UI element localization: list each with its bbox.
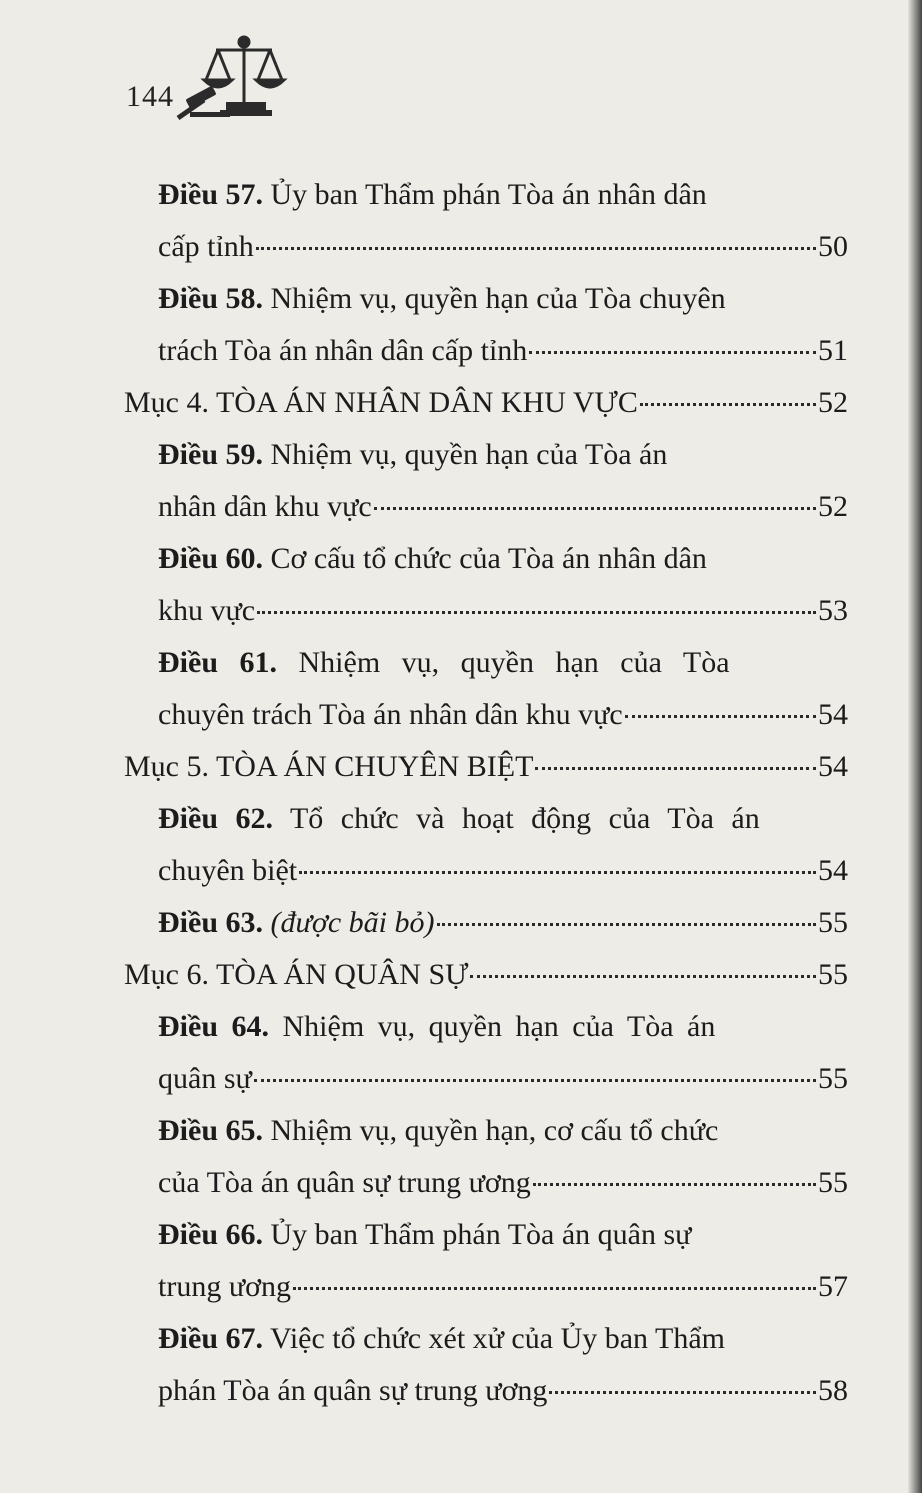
page-ref: 54 [818, 698, 848, 731]
dot-leader [374, 507, 816, 510]
toc-entry-text: Điều 67. Việc tổ chức xét xử của Ủy ban Thẩm [158, 1322, 725, 1355]
toc-entry-dieu-61-cont[interactable]: chuyên trách Tòa án nhân dân khu vực 54 [158, 690, 848, 740]
page-ref: 51 [818, 334, 848, 367]
toc-entry-dieu-58-cont[interactable]: trách Tòa án nhân dân cấp tỉnh 51 [158, 326, 848, 376]
toc-entry-text: Điều 60. Cơ cấu tổ chức của Tòa án nhân dân [158, 542, 707, 575]
page-edge-shadow [908, 0, 922, 1493]
toc-entry-dieu-64-cont[interactable]: quân sự 55 [158, 1054, 848, 1104]
toc-entry-dieu-59-cont[interactable]: nhân dân khu vực 52 [158, 482, 848, 532]
page-header [0, 0, 908, 140]
toc-entry-dieu-63[interactable]: Điều 63. (được bãi bỏ) 55 [158, 898, 848, 948]
dot-leader [470, 975, 816, 978]
page-ref: 52 [818, 386, 848, 419]
toc-entry-dieu-62-cont[interactable]: chuyên biệt 54 [158, 846, 848, 896]
toc-entry-dieu-67[interactable] [158, 1314, 848, 1364]
page-ref: 50 [818, 230, 848, 263]
dot-leader [549, 1391, 816, 1394]
toc-entry-dieu-57-cont[interactable]: cấp tỉnh 50 [158, 222, 848, 272]
dot-leader [257, 611, 816, 614]
toc-entry-dieu-62[interactable] [158, 794, 848, 844]
toc-entry-dieu-66-cont[interactable]: trung ương 57 [158, 1262, 848, 1312]
page-ref: 54 [818, 854, 848, 887]
toc-entry-dieu-65-cont[interactable]: của Tòa án quân sự trung ương 55 [158, 1158, 848, 1208]
toc-entry-dieu-57[interactable] [158, 170, 848, 220]
page-ref: 55 [818, 958, 848, 991]
toc-entry-dieu-67-cont[interactable]: phán Tòa án quân sự trung ương 58 [158, 1366, 848, 1416]
toc-entry-text: Điều 66. Ủy ban Thẩm phán Tòa án quân sự [158, 1218, 692, 1251]
dot-leader [256, 247, 816, 250]
page-ref: 52 [818, 490, 848, 523]
page-ref: 57 [818, 1270, 848, 1303]
dot-leader [625, 715, 816, 718]
page-ref: 53 [818, 594, 848, 627]
toc-entry-dieu-66[interactable] [158, 1210, 848, 1260]
toc-section-muc-5[interactable]: Mục 5. TÒA ÁN CHUYÊN BIỆT 54 [124, 742, 848, 792]
toc-entry-text: Điều 59. Nhiệm vụ, quyền hạn của Tòa án [158, 438, 668, 471]
toc-entry-dieu-65[interactable] [158, 1106, 848, 1156]
toc-entry-dieu-60-cont[interactable]: khu vực 53 [158, 586, 848, 636]
toc-entry-text: Điều 57. Ủy ban Thẩm phán Tòa án nhân dân [158, 178, 707, 211]
page-ref: 55 [818, 1062, 848, 1095]
toc-entry-dieu-59[interactable] [158, 430, 848, 480]
dot-leader [640, 403, 816, 406]
toc-entry-dieu-60[interactable] [158, 534, 848, 584]
dot-leader [299, 871, 816, 874]
toc-section-muc-4[interactable]: Mục 4. TÒA ÁN NHÂN DÂN KHU VỰC 52 [124, 378, 848, 428]
dot-leader [293, 1287, 816, 1290]
page-ref: 55 [818, 906, 848, 939]
dot-leader [533, 1183, 816, 1186]
toc-entry-text: Điều 65. Nhiệm vụ, quyền hạn, cơ cấu tổ chức [158, 1114, 719, 1147]
page-number: 144 [126, 80, 174, 113]
dot-leader [529, 351, 816, 354]
toc-entry-text: Điều 64. Nhiệm vụ, quyền hạn của Tòa án [158, 1010, 716, 1043]
page-ref: 54 [818, 750, 848, 783]
toc-entry-text: Điều 61. Nhiệm vụ, quyền hạn của Tòa [158, 646, 730, 679]
dot-leader [437, 923, 816, 926]
toc-entry-text: Điều 58. Nhiệm vụ, quyền hạn của Tòa chuyên [158, 282, 726, 315]
toc-entry-text: Điều 62. Tổ chức và hoạt động của Tòa án [158, 802, 760, 835]
page-ref: 58 [818, 1374, 848, 1407]
dot-leader [254, 1079, 816, 1082]
page-ref: 55 [818, 1166, 848, 1199]
toc-section-muc-6[interactable]: Mục 6. TÒA ÁN QUÂN SỰ 55 [124, 950, 848, 1000]
toc-entry-dieu-64[interactable] [158, 1002, 848, 1052]
scales-of-justice-gavel-icon [176, 32, 296, 122]
toc-entry-dieu-58[interactable] [158, 274, 848, 324]
toc-entry-dieu-61[interactable] [158, 638, 848, 688]
dot-leader [535, 767, 816, 770]
